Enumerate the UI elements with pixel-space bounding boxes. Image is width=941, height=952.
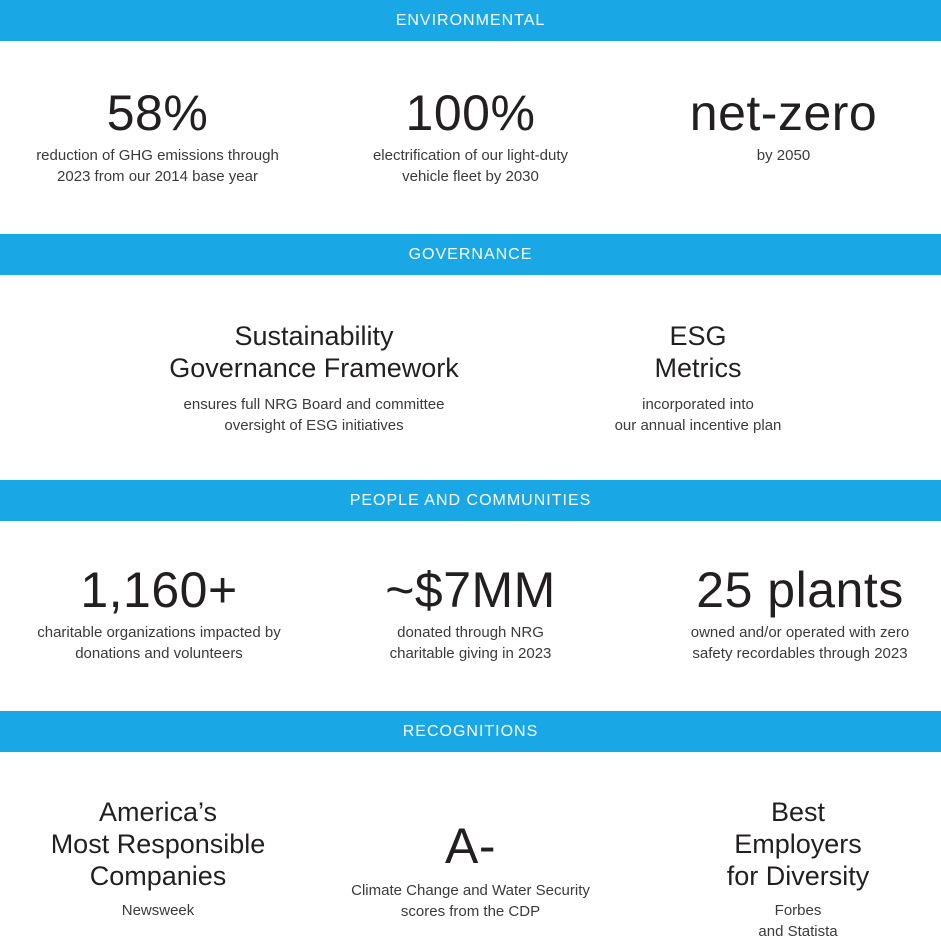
section-title: RECOGNITIONS xyxy=(402,722,539,740)
governance-heading: ESG Metrics xyxy=(654,321,742,383)
governance-heading: Sustainability Governance Framework xyxy=(169,321,459,383)
recognition-heading: Best Employers for Diversity xyxy=(726,797,870,891)
stat-caption: electrification of our light-duty vehicle fleet by 2030 xyxy=(372,147,569,185)
stat-value: 25 plants xyxy=(696,562,904,618)
section-header-people xyxy=(0,480,941,521)
stat-value: 100% xyxy=(405,85,536,141)
stat-ghg-reduction xyxy=(0,85,315,187)
stat-caption: reduction of GHG emissions through 2023 from our 2014 base year xyxy=(36,147,279,185)
esg-metrics xyxy=(548,320,848,436)
governance-framework xyxy=(120,320,508,436)
recognition-heading: America’s Most Responsible Companies xyxy=(50,797,266,891)
section-title: ENVIRONMENTAL xyxy=(395,11,546,29)
stat-caption: by 2050 xyxy=(756,147,811,164)
recognition-cdp-score xyxy=(313,818,628,922)
stat-value: ~$7MM xyxy=(385,562,556,618)
section-header-environmental xyxy=(0,0,941,41)
stat-value: 58% xyxy=(106,85,209,141)
stat-value: A- xyxy=(445,818,496,874)
section-header-recognitions xyxy=(0,711,941,752)
recognition-forbes xyxy=(640,796,941,942)
stat-caption: charitable organizations impacted by donations and volunteers xyxy=(37,624,281,662)
stat-caption: donated through NRG charitable giving in 2023 xyxy=(389,624,552,662)
stat-net-zero xyxy=(626,85,941,166)
recognition-caption: Newsweek xyxy=(121,902,195,919)
stat-safe-plants xyxy=(640,562,941,664)
section-title: PEOPLE AND COMMUNITIES xyxy=(349,491,592,509)
stat-caption: owned and/or operated with zero safety recordables through 2023 xyxy=(690,624,910,662)
section-title: GOVERNANCE xyxy=(408,245,533,263)
stat-value: net-zero xyxy=(689,85,878,141)
stat-donations xyxy=(313,562,628,664)
governance-caption: ensures full NRG Board and committee oversight of ESG initiatives xyxy=(183,396,445,434)
stat-charitable-orgs xyxy=(0,562,318,664)
governance-caption: incorporated into our annual incentive plan xyxy=(614,396,782,434)
recognition-caption: Climate Change and Water Security scores from the CDP xyxy=(351,882,590,920)
section-header-governance xyxy=(0,234,941,275)
recognition-caption: Forbes and Statista xyxy=(758,902,838,940)
stat-fleet-electrification xyxy=(313,85,628,187)
stat-value: 1,160+ xyxy=(80,562,238,618)
recognition-newsweek xyxy=(0,796,316,921)
